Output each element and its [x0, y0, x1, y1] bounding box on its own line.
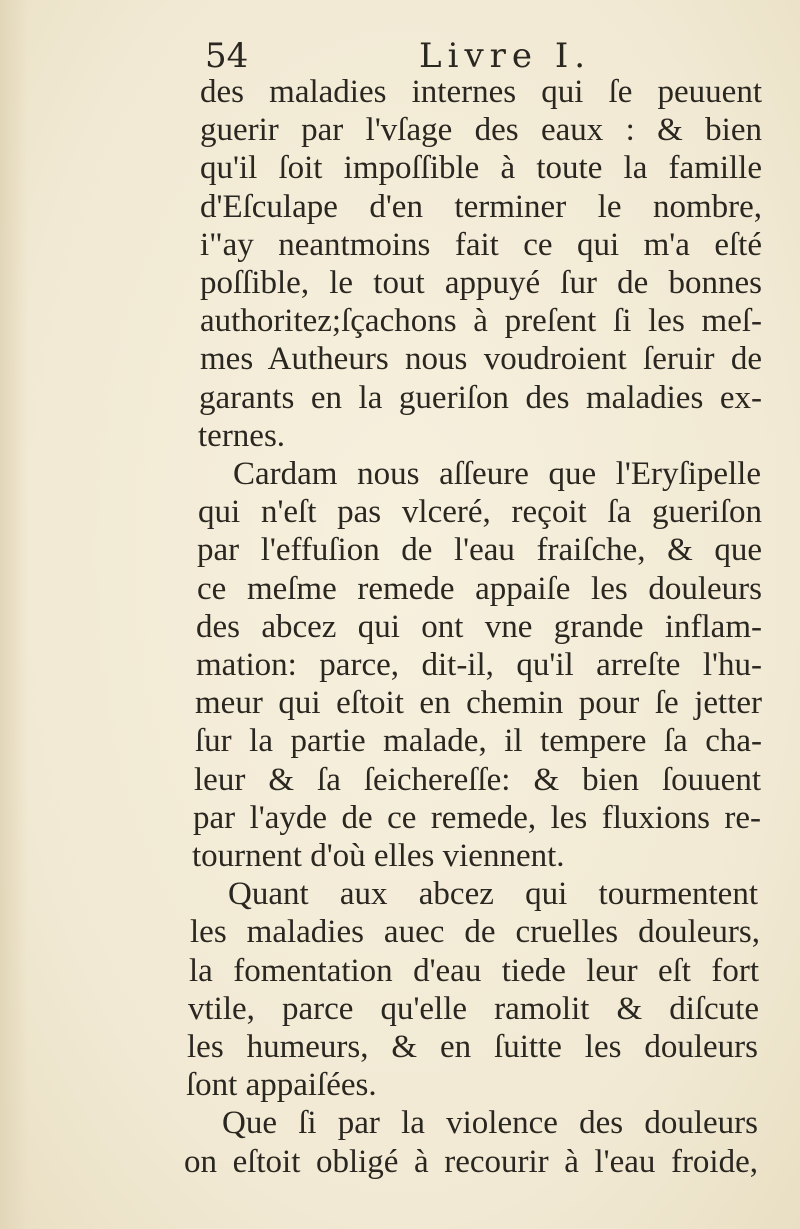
text-line: Que ſi par la violence des douleurs [222, 1105, 758, 1141]
text-line: par l'effuſion de l'eau fraiſche, & que [197, 532, 762, 568]
text-line: mation: parce, dit-il, qu'il arreſte l'hu- [196, 647, 762, 683]
text-line: des maladies internes qui ſe peuuent [200, 74, 762, 110]
text-line: ſont appaiſées. [186, 1067, 377, 1103]
page-gutter-shadow [0, 0, 28, 1229]
text-line: authoritez;ſçachons à preſent ſi les meſ- [200, 303, 762, 339]
text-line: la fomentation d'eau tiede leur eſt fort [189, 953, 759, 989]
text-line: meur qui eſtoit en chemin pour ſe jetter [195, 685, 762, 721]
text-line: ſur la partie malade, il tempere ſa cha- [195, 723, 762, 759]
text-line: mes Autheurs nous voudroient ſeruir de [200, 341, 762, 377]
text-line: d'Eſculape d'en terminer le nombre, [200, 189, 762, 225]
text-line: i"ay neantmoins fait ce qui m'a eſté [200, 227, 762, 263]
text-line: guerir par l'vſage des eaux : & bien [200, 112, 762, 148]
text-line: par l'ayde de ce remede, les fluxions re- [193, 800, 761, 836]
text-line: les maladies auec de cruelles douleurs, [190, 914, 760, 950]
text-line: Cardam nous aſſeure que l'Eryſipelle [233, 456, 761, 492]
page-number: 54 [205, 36, 249, 76]
text-line: qu'il ſoit impoſſible à toute la famille [200, 150, 762, 186]
text-line: ce meſme remede appaiſe les douleurs [197, 571, 762, 607]
running-title: Livre I. [419, 36, 592, 76]
text-line: poſſible, le tout appuyé ſur de bonnes [200, 265, 762, 301]
text-line: Quant aux abcez qui tourmentent [228, 876, 758, 912]
text-line: tournent d'où elles viennent. [192, 838, 565, 874]
text-line: qui n'eſt pas vlceré, reçoit ſa gueriſon [198, 494, 762, 530]
text-line: on eſtoit obligé à recourir à l'eau froide, [184, 1144, 758, 1180]
text-line: vtile, parce qu'elle ramolit & diſcute [188, 991, 759, 1027]
text-line: ternes. [198, 418, 286, 454]
text-line: les humeurs, & en ſuitte les douleurs [187, 1029, 758, 1065]
text-line: des abcez qui ont vne grande inflam- [196, 609, 762, 645]
text-line: garants en la gueriſon des maladies ex- [199, 380, 762, 416]
text-line: leur & ſa ſeichereſſe: & bien ſouuent [194, 762, 761, 798]
